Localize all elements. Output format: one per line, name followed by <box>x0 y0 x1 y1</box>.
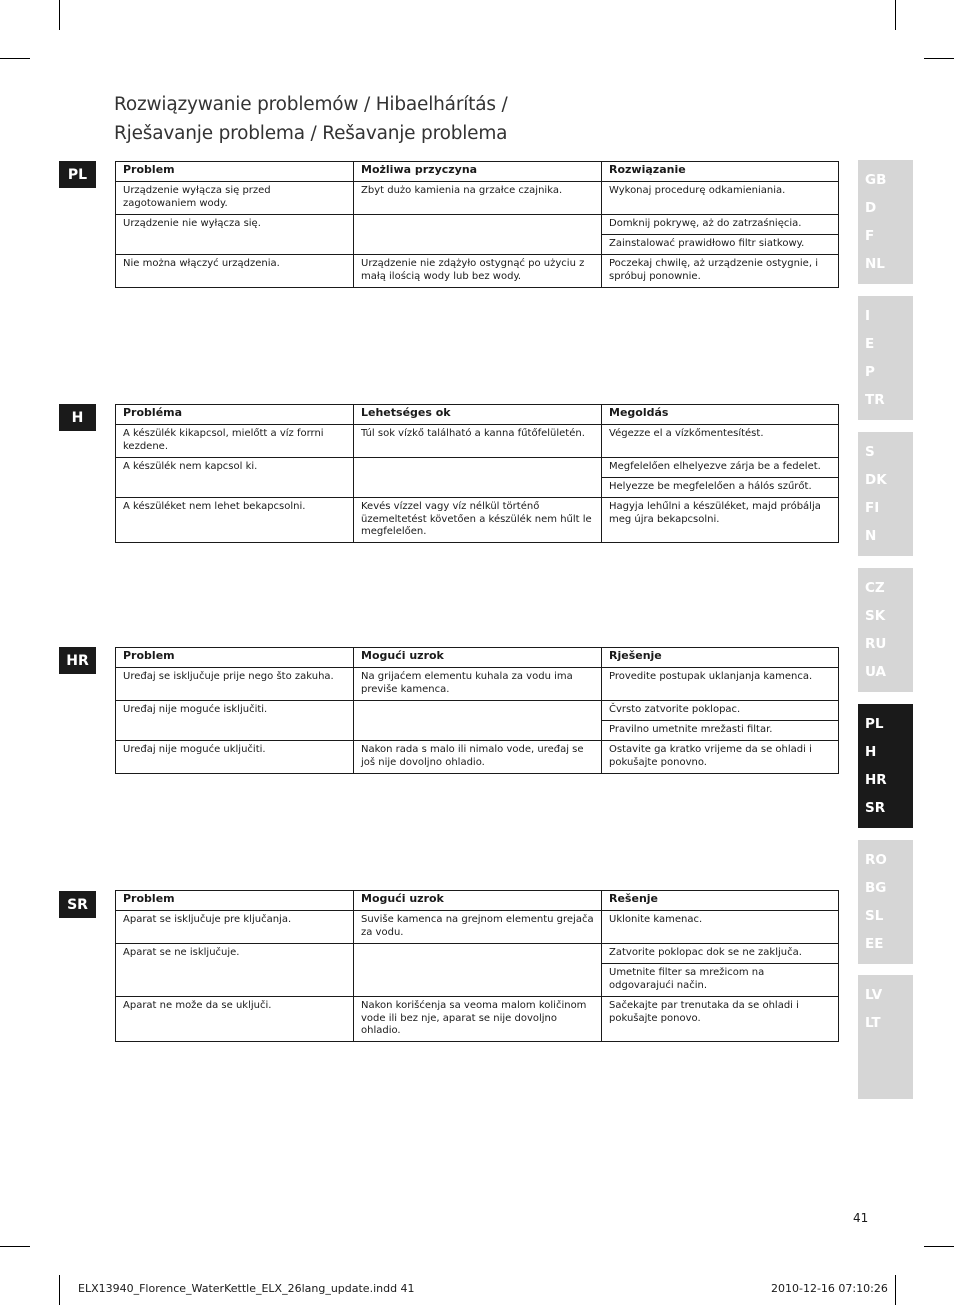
lang-badge-hr: HR <box>59 647 96 674</box>
table-header-row <box>116 405 839 425</box>
sidebar-language-group[interactable] <box>858 840 913 964</box>
table-header-row <box>116 891 839 911</box>
cell-solution: Umetnite filter sa mrežicom na odgovarajući način. <box>602 964 839 997</box>
cell-problem: Aparat se isključuje pre ključanja. <box>116 911 354 944</box>
cell-cause <box>354 458 602 498</box>
troubleshooting-table-hr <box>115 647 839 774</box>
sidebar-lang-ee[interactable]: EE <box>865 936 884 952</box>
sidebar-lang-d[interactable]: D <box>865 200 877 216</box>
sidebar-lang-fi[interactable]: FI <box>865 500 880 516</box>
cell-cause <box>354 701 602 741</box>
table-row <box>116 668 839 701</box>
cell-solution: Wykonaj procedurę odkamieniania. <box>602 182 839 215</box>
cell-cause <box>354 944 602 997</box>
sidebar-language-group[interactable] <box>858 296 913 420</box>
sidebar-language-group[interactable] <box>858 160 913 284</box>
cell-solution: Ostavite ga kratko vrijeme da se ohladi i pokušajte ponovno. <box>602 741 839 774</box>
cell-problem: Urządzenie nie wyłącza się. <box>116 215 354 255</box>
sidebar-lang-sr[interactable]: SR <box>865 800 886 816</box>
cell-cause: Túl sok vízkő található a kanna fűtőfelületén. <box>354 425 602 458</box>
cell-solution: Sačekajte par trenutaka da se ohladi i pokušajte ponovo. <box>602 997 839 1042</box>
lang-badge-h: H <box>59 404 96 431</box>
header-solution: Rješenje <box>602 648 839 668</box>
cell-cause: Nakon korišćenja sa veoma malom količinom vode ili bez nje, aparat se nije dovoljno ohladio. <box>354 997 602 1042</box>
sidebar-lang-n[interactable]: N <box>865 528 877 544</box>
sidebar-lang-cz[interactable]: CZ <box>865 580 885 596</box>
sidebar-lang-lv[interactable]: LV <box>865 987 883 1003</box>
cell-problem: Uređaj se isključuje prije nego što zakuha. <box>116 668 354 701</box>
sidebar-lang-h[interactable]: H <box>865 744 877 760</box>
cell-problem: Aparat se ne isključuje. <box>116 944 354 997</box>
header-cause: Lehetséges ok <box>354 405 602 425</box>
cell-solution: Pravilno umetnite mrežasti filtar. <box>602 721 839 741</box>
lang-badge-sr: SR <box>59 891 96 918</box>
table-row <box>116 911 839 944</box>
troubleshooting-table-sr <box>115 890 839 1042</box>
crop-mark <box>924 1246 954 1247</box>
cell-cause: Zbyt dużo kamienia na grzałce czajnika. <box>354 182 602 215</box>
crop-mark <box>0 58 30 59</box>
cell-solution: Hagyja lehűlni a készüléket, majd próbálja meg újra bekapcsolni. <box>602 498 839 543</box>
table-header-row <box>116 648 839 668</box>
cell-problem: Uređaj nije moguće uključiti. <box>116 741 354 774</box>
header-cause: Mogući uzrok <box>354 648 602 668</box>
cell-problem: A készüléket nem lehet bekapcsolni. <box>116 498 354 543</box>
sidebar-language-group[interactable] <box>858 975 913 1099</box>
cell-solution: Čvrsto zatvorite poklopac. <box>602 701 839 721</box>
cell-problem: Nie można włączyć urządzenia. <box>116 255 354 288</box>
troubleshooting-table-pl <box>115 161 839 288</box>
cell-solution: Zatvorite poklopac dok se ne zaključa. <box>602 944 839 964</box>
sidebar-lang-hr[interactable]: HR <box>865 772 887 788</box>
cell-solution: Provedite postupak uklanjanja kamenca. <box>602 668 839 701</box>
sidebar-lang-nl[interactable]: NL <box>865 256 885 272</box>
cell-cause: Nakon rada s malo ili nimalo vode, uređaj se još nije dovoljno ohladio. <box>354 741 602 774</box>
header-cause: Mogući uzrok <box>354 891 602 911</box>
cell-problem: A készülék nem kapcsol ki. <box>116 458 354 498</box>
cell-solution: Poczekaj chwilę, aż urządzenie ostygnie, i spróbuj ponownie. <box>602 255 839 288</box>
crop-mark <box>895 0 896 30</box>
sidebar-lang-tr[interactable]: TR <box>865 392 885 408</box>
cell-solution: Megfelelően elhelyezve zárja be a fedelet. <box>602 458 839 478</box>
page-title-line2: Rješavanje problema / Rešavanje problema <box>114 123 508 144</box>
sidebar-lang-e[interactable]: E <box>865 336 875 352</box>
sidebar-lang-pl[interactable]: PL <box>865 716 884 732</box>
cell-problem: Urządzenie wyłącza się przed zagotowaniem wody. <box>116 182 354 215</box>
sidebar-lang-sl[interactable]: SL <box>865 908 884 924</box>
table-row <box>116 215 839 235</box>
sidebar-lang-ru[interactable]: RU <box>865 636 887 652</box>
table-row <box>116 425 839 458</box>
crop-mark <box>924 58 954 59</box>
footer-timestamp: 2010-12-16 07:10:26 <box>771 1282 888 1295</box>
sidebar-lang-bg[interactable]: BG <box>865 880 887 896</box>
lang-badge-pl: PL <box>59 161 96 188</box>
sidebar-lang-p[interactable]: P <box>865 364 875 380</box>
cell-solution: Zainstalować prawidłowo filtr siatkowy. <box>602 235 839 255</box>
header-problem: Probléma <box>116 405 354 425</box>
sidebar-language-group[interactable] <box>858 432 913 556</box>
table-row <box>116 741 839 774</box>
troubleshooting-table-h <box>115 404 839 543</box>
header-problem: Problem <box>116 648 354 668</box>
sidebar-lang-i[interactable]: I <box>865 308 871 324</box>
crop-mark <box>895 1275 896 1305</box>
sidebar-lang-lt[interactable]: LT <box>865 1015 881 1031</box>
footer-filename: ELX13940_Florence_WaterKettle_ELX_26lang_update.indd 41 <box>78 1282 415 1295</box>
crop-mark <box>59 0 60 30</box>
cell-cause: Kevés vízzel vagy víz nélkül történő üzemeltetést követően a készülék nem hűlt le megfelelően. <box>354 498 602 543</box>
header-cause: Możliwa przyczyna <box>354 162 602 182</box>
sidebar-lang-ua[interactable]: UA <box>865 664 886 680</box>
sidebar-lang-dk[interactable]: DK <box>865 472 887 488</box>
cell-cause: Urządzenie nie zdążyło ostygnąć po użyciu z małą ilością wody lub bez wody. <box>354 255 602 288</box>
header-problem: Problem <box>116 891 354 911</box>
cell-solution: Uklonite kamenac. <box>602 911 839 944</box>
page-number: 41 <box>853 1211 869 1225</box>
sidebar-lang-f[interactable]: F <box>865 228 875 244</box>
table-row <box>116 701 839 721</box>
header-solution: Rešenje <box>602 891 839 911</box>
header-solution: Rozwiązanie <box>602 162 839 182</box>
cell-solution: Domknij pokrywę, aż do zatrzaśnięcia. <box>602 215 839 235</box>
cell-cause: Na grijaćem elementu kuhala za vodu ima previše kamenca. <box>354 668 602 701</box>
table-row <box>116 498 839 543</box>
table-row <box>116 458 839 478</box>
table-row <box>116 997 839 1042</box>
sidebar-lang-gb[interactable]: GB <box>865 172 887 188</box>
sidebar-language-group[interactable] <box>858 704 913 828</box>
header-problem: Problem <box>116 162 354 182</box>
sidebar-lang-ro[interactable]: RO <box>865 852 887 868</box>
cell-problem: Aparat ne može da se uključi. <box>116 997 354 1042</box>
crop-mark <box>0 1246 30 1247</box>
cell-solution: Végezze el a vízkőmentesítést. <box>602 425 839 458</box>
cell-cause <box>354 215 602 255</box>
header-solution: Megoldás <box>602 405 839 425</box>
cell-solution: Helyezze be megfelelően a hálós szűrőt. <box>602 478 839 498</box>
sidebar-lang-s[interactable]: S <box>865 444 875 460</box>
table-row <box>116 944 839 964</box>
page-title-line1: Rozwiązywanie problemów / Hibaelhárítás / <box>114 94 508 115</box>
crop-mark <box>59 1275 60 1305</box>
sidebar-lang-sk[interactable]: SK <box>865 608 886 624</box>
sidebar-language-group[interactable] <box>858 568 913 692</box>
cell-problem: Uređaj nije moguće isključiti. <box>116 701 354 741</box>
cell-problem: A készülék kikapcsol, mielőtt a víz forrni kezdene. <box>116 425 354 458</box>
table-row <box>116 255 839 288</box>
table-header-row <box>116 162 839 182</box>
cell-cause: Suviše kamenca na grejnom elementu grejača za vodu. <box>354 911 602 944</box>
table-row <box>116 182 839 215</box>
